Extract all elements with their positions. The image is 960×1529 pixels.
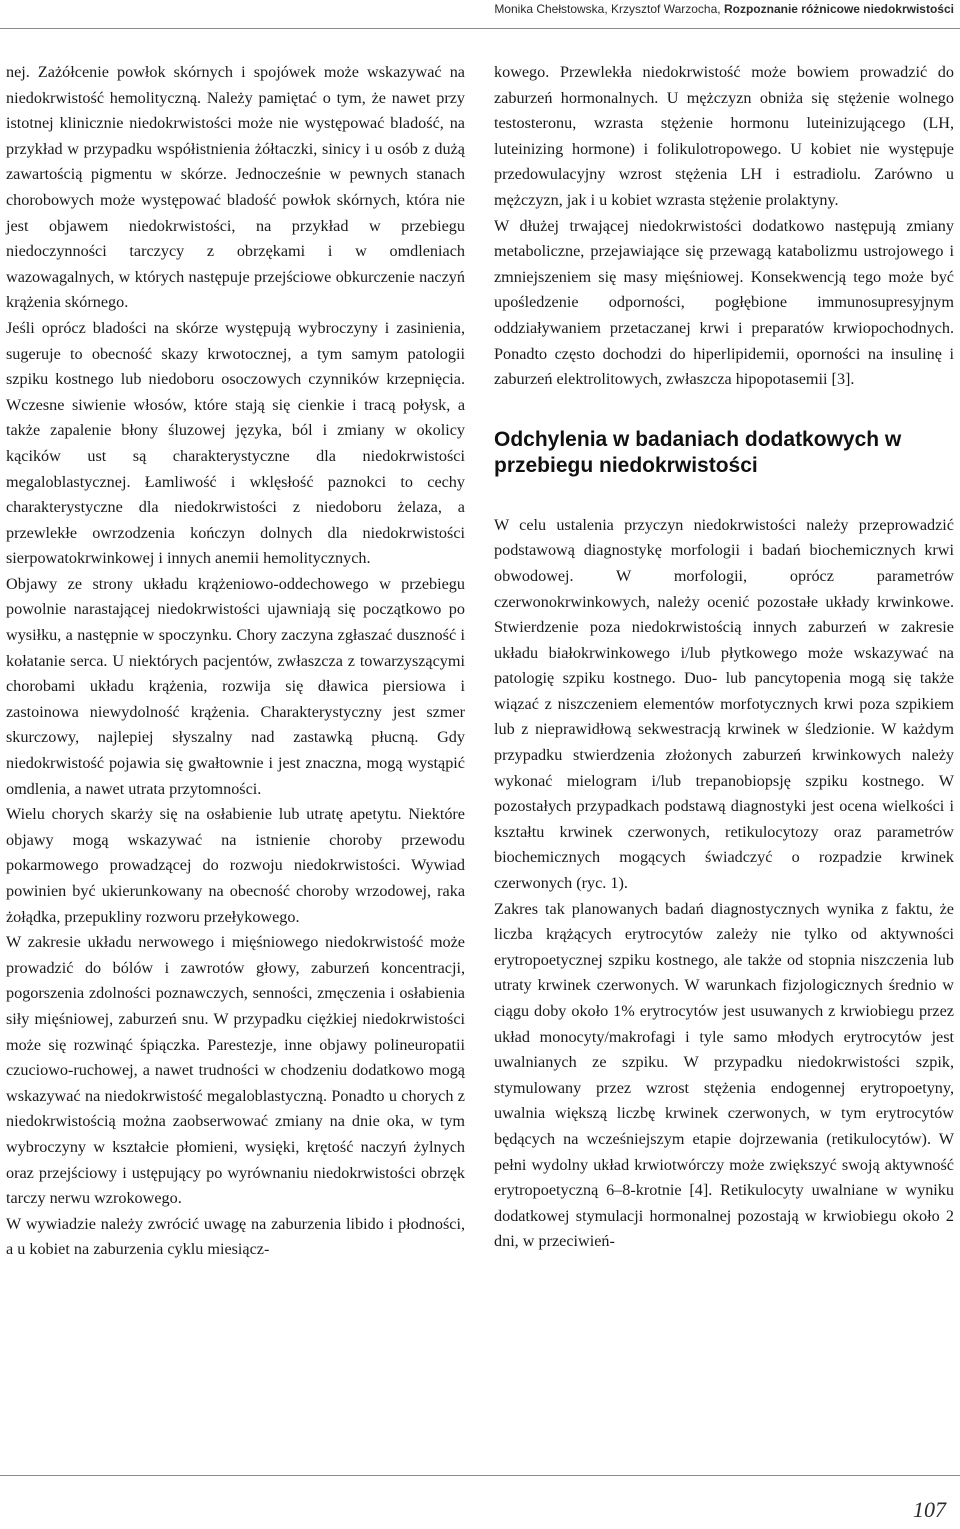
running-head (0, 0, 960, 29)
paragraph: W celu ustalenia przyczyn niedokrwistości należy przeprowadzić podstawową diagnostykę morfologii i badań biochemicznych krwi obwodowej. W morfologii, oprócz parametrów czerwonokrwinkowych, należy ocenić pozostałe układy krwinkowe. Stwierdzenie poza niedokrwistością innych zaburzeń w zakresie układu białokrwinkowego i/lub płytkowego może wskazywać na patologię szpiku kostnego. Duo- lub pancytopenia mogą się także wiązać z niszczeniem elementów morfotycznych krwi poza szpikiem lub z nieprawidłową sekwestracją krwinek w śledzionie. W każdym przypadku stwierdzenia złożonych zaburzeń krwinkowych należy wykonać mielogram i/lub trepanobiopsję szpiku kostnego. W pozostałych przypadkach podstawą diagnostyki jest ocena wielkości i kształtu krwinek czerwonych, retikulocytozy oraz parametrów biochemicznych mogących świadczyć o rozpadzie krwinek czerwonych (ryc. 1). (494, 515, 954, 893)
right-column (494, 60, 954, 1255)
paragraph: Wielu chorych skarży się na osłabienie lub utratę apetytu. Niektóre objawy mogą wskazywać na istnienie choroby przewodu pokarmowego prowadzącej do rozwoju niedokrwistości. Wywiad powinien być ukierunkowany na obecność choroby wrzodowej, raka żołądka, przepukliny rozworu przełykowego. (6, 805, 465, 926)
running-head-text (494, 2, 954, 16)
paragraph: W wywiadzie należy zwrócić uwagę na zaburzenia libido i płodności, a u kobiet na zaburzenia cyklu miesiącz- (6, 1214, 465, 1259)
paragraph: W dłużej trwającej niedokrwistości dodatkowo następują zmiany metaboliczne, przejawiające się przewagą katabolizmu ustrojowego i zmniejszeniem się masy mięśniowej. Konsekwencją tego może być upośledzenie odporności, pogłębione immunosupresyjnym oddziaływaniem przetaczanej krwi i preparatów krwiopochodnych. Ponadto często dochodzi do hiperlipidemii, oporności na insulinę i zaburzeń elektrolitowych, zwłaszcza hipopotasemii [3]. (494, 216, 954, 389)
paragraph: kowego. Przewlekła niedokrwistość może bowiem prowadzić do zaburzeń hormonalnych. U mężczyzn obniża się stężenie wolnego testosteronu, wzrasta stężenie hormonu luteinizującego (LH, luteinizing hormone) i folikulotropowego. U kobiet nie występuje przedowulacyjny wzrost stężenia LH i estradiolu. Zarówno u mężczyzn, jak i u kobiet wzrasta stężenie prolaktyny. (494, 63, 954, 209)
paragraph: Objawy ze strony układu krążeniowo-oddechowego w przebiegu powolnie narastającej niedokrwistości ujawniają się początkowo po wysiłku, a następnie w spoczynku. Chory zaczyna zgłaszać duszność i kołatanie serca. U niektórych pacjentów, zwłaszcza z towarzyszącymi chorobami układu krążenia, rozwija się dławica piersiowa i zastoinowa niewydolność krążenia. Charakterystyczny jest szmer skurczowy, najlepiej słyszalny nad zastawką płucną. Gdy niedokrwistość pojawia się gwałtownie i jest znaczna, mogą wystąpić omdlenia, a nawet utrata przytomności. (6, 574, 465, 798)
running-head-authors: Monika Chełstowska, Krzysztof Warzocha, (494, 2, 724, 16)
page-number: 107 (913, 1497, 946, 1522)
footer-divider (0, 1475, 960, 1476)
paragraph: nej. Zażółcenie powłok skórnych i spojówek może wskazywać na niedokrwistość hemolityczną. Należy pamiętać o tym, że nawet przy istotnej klinicznie niedokrwistości może nie występować bladość, na przykład w przypadku współistnienia żółtaczki, sinicy i u osób z dużą zawartością pigmentu w skórze. Jednocześnie w pewnych stanach chorobowych może występować bladość powłok skórnych, która nie jest objawem niedokrwistości, na przykład w przebiegu niedoczynności tarczycy z obrzękami i w omdleniach wazowagalnych, w których następuje przejściowe obkurczenie naczyń krążenia skórnego. (6, 63, 465, 312)
paragraph: Jeśli oprócz bladości na skórze występują wybroczyny i zasinienia, sugeruje to obecność skazy krwotocznej, a tym samym patologii szpiku kostnego lub niedoboru osoczowych czynników krzepnięcia. Wczesne siwienie włosów, które stają się cienkie i tracą połysk, a także zapalenie błony śluzowej języka, ból i zmiany w okolicy kącików ust są charakterystyczne dla niedokrwistości megaloblastycznej. Łamliwość i wklęsłość paznokci to cechy charakterystyczne dla niedokrwistości z niedoboru żelaza, a przewlekłe owrzodzenia kończyn dolnych dla niedokrwistości sierpowatokrwinkowej i innych anemii hemolitycznych. (6, 318, 465, 568)
section-heading: Odchylenia w badaniach dodatkowych w przebiegu niedokrwistości (494, 427, 902, 477)
paragraph: W zakresie układu nerwowego i mięśniowego niedokrwistość może prowadzić do bólów i zawrotów głowy, zaburzeń koncentracji, pogorszenia zdolności poznawczych, senności, zmęczenia i osłabienia siły mięśniowej, zaburzeń snu. W przypadku ciężkiej niedokrwistości może się rozwinąć śpiączka. Parestezje, inne objawy polineuropatii czuciowo-ruchowej, a nawet trudności w chodzeniu dodatkowo mogą wskazywać na niedokrwistość megaloblastyczną. Ponadto u chorych z niedokrwistością można zaobserwować zmiany na dnie oka, w tym wybroczyny w kształcie płomieni, wysięki, krętość naczyń żylnych oraz przejściowy i ustępujący po wyrównaniu niedokrwistości obrzęk tarczy nerwu wzrokowego. (6, 933, 465, 1208)
left-column (6, 60, 465, 1263)
running-head-title: Rozpoznanie różnicowe niedokrwistości (723, 2, 954, 16)
paragraph: Zakres tak planowanych badań diagnostycznych wynika z faktu, że liczba krążących erytrocytów zależy nie tylko od aktywności erytropoetycznej szpiku kostnego, ale także od stopnia niszczenia lub utraty krwinek czerwonych. W warunkach fizjologicznych średnio w ciągu doby około 1% erytrocytów jest usuwanych z krwiobiegu przez układ monocyty/makrofagi i tyle samo młodych erytrocytów jest uwalnianych ze szpiku. W przypadku niedokrwistości szpik, stymulowany przez wzrost stężenia endogennej erytropoetyny, uwalnia większą liczbę krwinek czerwonych, w tym erytrocytów będących na wcześniejszym etapie dojrzewania (retikulocytów). W pełni wydolny układ krwiotwórczy może zwiększyć swoją aktywność erytropoetyczną 6–8-krotnie [4]. Retikulocyty uwalniane w wyniku dodatkowej stymulacji hormonalnej pozostają w krwiobiegu około 2 dni, w przeciwień- (494, 899, 954, 1251)
